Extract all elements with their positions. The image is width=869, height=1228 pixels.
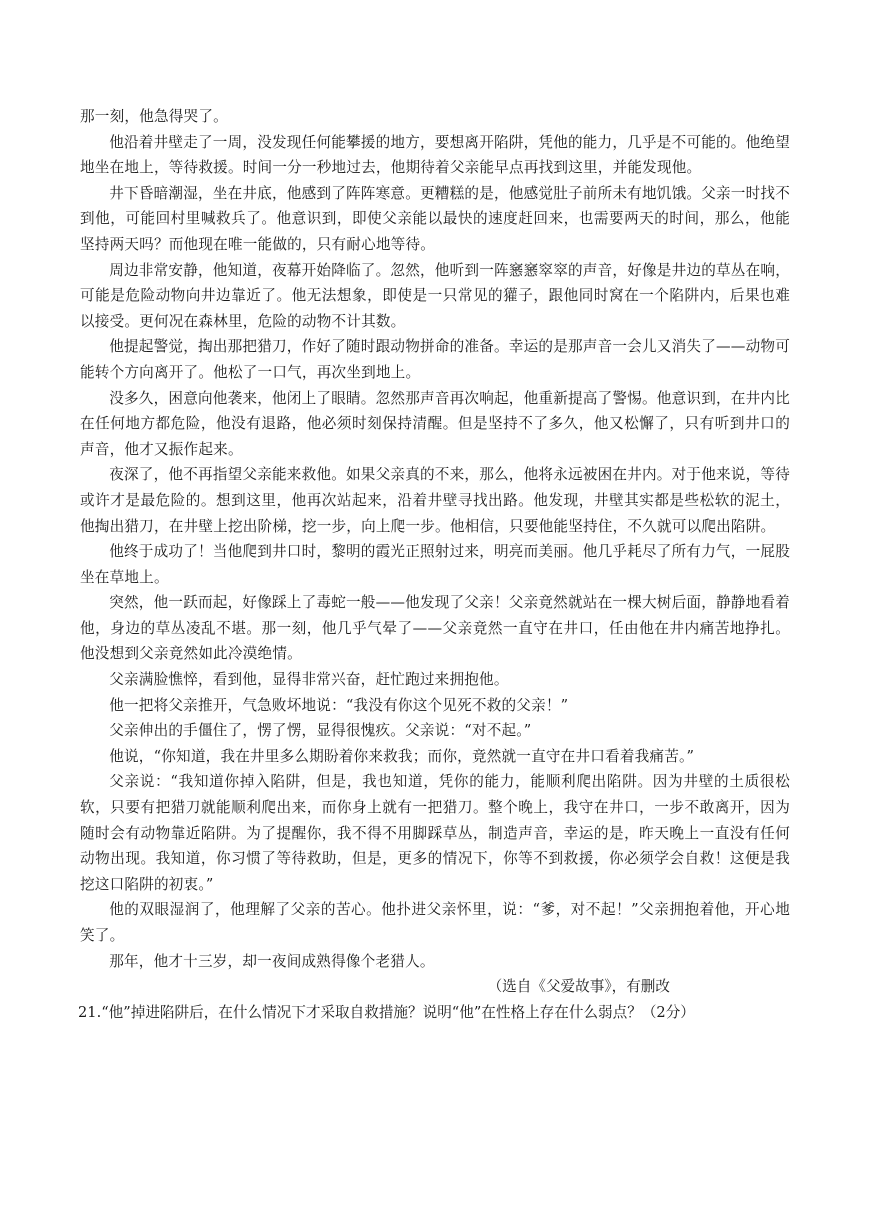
paragraph: 他一把将父亲推开，气急败坏地说：“我没有你这个见死不救的父亲！”: [109, 696, 569, 714]
paragraph: 周边非常安静，他知道，夜幕开始降临了。忽然，他听到一阵窸窸窣窣的声音，好像是井边的草丛在响，可能是危险动物向井边靠近了。他无法想象，即使是一只常见的獾子，跟他同时窝在一个陷阱内，后果也难以接受。更何况在森林里，危险的动物不计其数。: [80, 261, 790, 330]
question-21: 21.“他”掉进陷阱后，在什么情况下才采取自救措施？说明“他”在性格上存在什么弱点？（2分）: [78, 1003, 695, 1021]
paragraph: 井下昏暗潮湿，坐在井底，他感到了阵阵寒意。更糟糕的是，他感觉肚子前所未有地饥饿。父亲一时找不到他，可能回村里喊救兵了。他意识到，即使父亲能以最快的速度赶回来，也需要两天的时间，那么，他能坚持两天吗？而他现在唯一能做的，只有耐心地等待。: [80, 184, 790, 253]
paragraph: 他沿着井壁走了一周，没发现任何能攀援的地方，要想离开陷阱，凭他的能力，几乎是不可能的。他绝望地坐在地上，等待救援。时间一分一秒地过去，他期待着父亲能早点再找到这里，并能发现他。: [80, 133, 790, 177]
paragraph: 那年，他才十三岁，却一夜间成熟得像个老猎人。: [109, 952, 435, 970]
paragraph: 他提起警觉，掏出那把猎刀，作好了随时跟动物拼命的准备。幸运的是那声音一会儿又消失了——动物可能转个方向离开了。他松了一口气，再次坐到地上。: [80, 338, 790, 381]
paragraph: 没多久，困意向他袭来，他闭上了眼睛。忽然那声音再次响起，他重新提高了警惕。他意识到，在井内比在任何地方都危险，他没有退路，他必须时刻保持清醒。但是坚持不了多久，他又松懈了，只有听到井口的声音，他才又振作起来。: [80, 389, 790, 458]
paragraph: 父亲满脸憔悴，看到他，显得非常兴奋，赶忙跑过来拥抱他。: [109, 671, 509, 689]
source-citation: （选自《父爱故事》，有删改: [487, 978, 670, 996]
paragraph: 突然，他一跃而起，好像踩上了毒蛇一般——他发现了父亲！父亲竟然就站在一棵大树后面，静静地看着他，身边的草丛凌乱不堪。那一刻，他几乎气晕了——父亲竟然一直守在井口，任由他在井内痛苦地挣扎。他没想到父亲竟然如此冷漠绝情。: [80, 594, 790, 663]
story-body: [80, 104, 790, 1025]
paragraph: 夜深了，他不再指望父亲能来救他。如果父亲真的不来，那么，他将永远被困在井内。对于他来说，等待或许才是最危险的。想到这里，他再次站起来，沿着井壁寻找出路。他发现，井壁其实都是些松软的泥土，他掏出猎刀，在井壁上挖出阶梯，挖一步，向上爬一步。他相信，只要他能坚持住，不久就可以爬出陷阱。: [80, 466, 790, 535]
paragraph: 那一刻，他急得哭了。: [80, 108, 228, 125]
paragraph: 父亲说：“我知道你掉入陷阱，但是，我也知道，凭你的能力，能顺利爬出陷阱。因为井壁的土质很松软，只要有把猎刀就能顺利爬出来，而你身上就有一把猎刀。整个晚上，我守在井口，一步不敢离开，因为随时会有动物靠近陷阱。为了提醒你，我不得不用脚踩草丛，制造声音，幸运的是，昨天晚上一直没有任何动物出现。我知道，你习惯了等待救助，但是，更多的情况下，你等不到救援，你必须学会自救！这便是我挖这口陷阱的初衷。”: [80, 773, 790, 893]
paragraph: 他终于成功了！当他爬到井口时，黎明的霞光正照射过来，明亮而美丽。他几乎耗尽了所有力气，一屁股坐在草地上。: [80, 543, 790, 586]
paragraph: 他说，“你知道，我在井里多么期盼着你来救我；而你，竟然就一直守在井口看着我痛苦。”: [109, 747, 695, 765]
paragraph: 他的双眼湿润了，他理解了父亲的苦心。他扑进父亲怀里，说：“爹，对不起！”父亲拥抱着他，开心地笑了。: [80, 901, 790, 944]
paragraph: 父亲伸出的手僵住了，愣了愣，显得很愧疚。父亲说：“对不起。”: [109, 722, 532, 740]
